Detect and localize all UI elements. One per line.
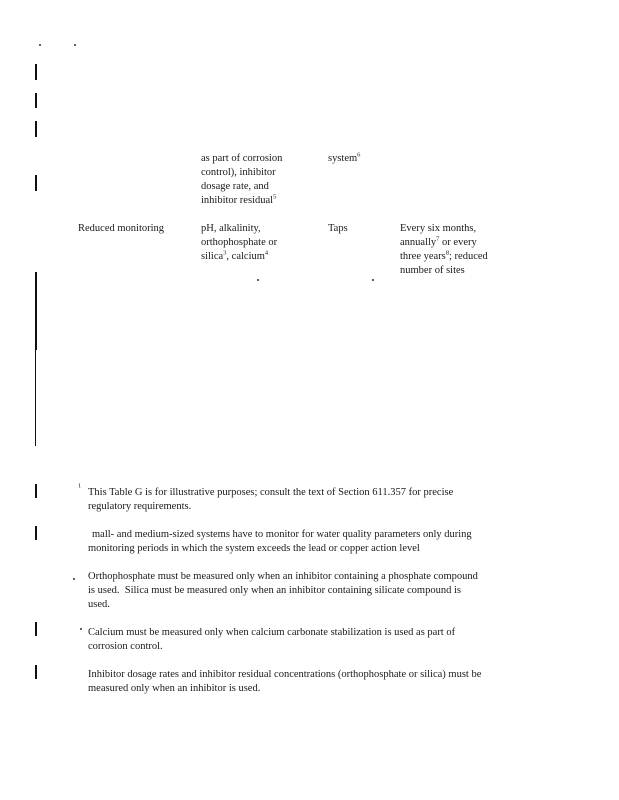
footnote-3 — [88, 570, 558, 612]
margin-change-bar — [35, 484, 37, 498]
table-row-continued-location: system$^6$ — [328, 151, 361, 164]
footnote-line: Calcium must be measured only when calcium carbonate stabilization is used as part of — [88, 627, 456, 638]
table-row-continued-parameters — [201, 152, 321, 208]
frequency-line: annually$^7$ or every — [400, 235, 477, 248]
margin-change-bar — [35, 622, 37, 636]
scan-speck — [74, 44, 76, 46]
footnote-line: monitoring periods in which the system exceeds the lead or copper action level — [88, 543, 420, 554]
scan-speck — [372, 279, 374, 281]
margin-change-bar — [35, 350, 36, 446]
frequency-line: number of sites — [400, 265, 465, 276]
footnote-line: mall- and medium-sized systems have to monitor for water quality parameters only during — [92, 529, 472, 540]
parameter-line: dosage rate, and — [201, 181, 269, 192]
footnote-2 — [88, 528, 558, 556]
frequency-cell — [400, 222, 530, 278]
parameters-cell — [201, 222, 321, 264]
parameter-line: silica$^3$, calcium$^4$ — [201, 249, 269, 262]
footnote-line: This Table G is for illustrative purposes; consult the text of Section 611.357 for precise — [88, 487, 454, 498]
footnote-ref: 4 — [264, 249, 269, 257]
parameter-line: as part of corrosion — [201, 153, 283, 164]
footnote-5 — [88, 668, 558, 696]
footnote-4 — [88, 626, 558, 654]
margin-change-bar — [35, 175, 37, 191]
scan-speck — [257, 279, 259, 281]
frequency-line: three years$^8$; reduced — [400, 249, 488, 262]
margin-change-bar — [35, 93, 37, 108]
margin-change-bar — [35, 665, 37, 679]
frequency-line: Every six months, — [400, 223, 477, 234]
footnote-1 — [88, 486, 558, 514]
scan-speck — [73, 578, 75, 580]
footnote-line: measured only when an inhibitor is used. — [88, 683, 261, 694]
margin-change-bar — [35, 64, 37, 80]
margin-change-bar — [35, 526, 37, 540]
footnote-line: is used. Silica must be measured only when an inhibitor containing silicate compound is — [88, 585, 461, 596]
footnote-ref: 6 — [357, 151, 361, 159]
parameter-line: inhibitor residual$^5$ — [201, 193, 277, 206]
footnote-line: corrosion control. — [88, 641, 163, 652]
footnote-line: used. — [88, 599, 110, 610]
parameter-line: pH, alkalinity, — [201, 223, 261, 234]
margin-change-bar — [35, 121, 37, 137]
footnote-marker: 1 — [78, 482, 82, 490]
footnote-line: regulatory requirements. — [88, 501, 192, 512]
footnote-line: Inhibitor dosage rates and inhibitor residual concentrations (orthophosphate or silica) must be — [88, 669, 482, 680]
footnote-ref: 3 — [223, 249, 227, 257]
footnote-ref: 5 — [273, 193, 277, 201]
parameter-line: orthophosphate or — [201, 237, 278, 248]
scan-speck — [39, 44, 41, 46]
footnote-ref: 8 — [445, 249, 450, 257]
margin-change-bar — [35, 272, 37, 350]
parameter-line: control), inhibitor — [201, 167, 276, 178]
location-cell: Taps — [328, 223, 348, 234]
monitoring-type-cell: Reduced monitoring — [78, 223, 165, 234]
scan-speck — [80, 628, 82, 630]
footnote-ref: 7 — [436, 235, 440, 243]
footnote-line: Orthophosphate must be measured only when an inhibitor containing a phosphate compound — [88, 571, 478, 582]
